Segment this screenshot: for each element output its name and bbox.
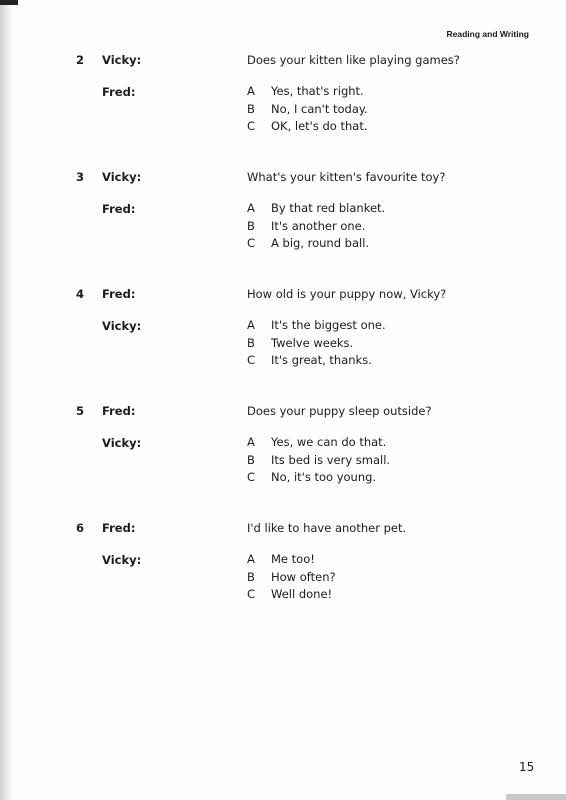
page-number: 15 [519, 760, 535, 774]
answer-option[interactable] [247, 119, 368, 137]
question-3 [0, 170, 566, 270]
option-letter: B [247, 452, 255, 467]
option-letter: A [247, 84, 255, 98]
answer-option[interactable] [247, 587, 336, 605]
question-prompt: What's your kitten's favourite toy? [247, 170, 446, 184]
question-number: 6 [76, 521, 85, 535]
option-text: It's the biggest one. [271, 318, 386, 332]
option-letter: A [247, 435, 255, 449]
speaker-first: Vicky: [102, 53, 142, 67]
option-text: How often? [271, 569, 336, 584]
option-text: By that red blanket. [271, 201, 386, 215]
speaker-second: Fred: [102, 202, 136, 216]
question-prompt: Does your puppy sleep outside? [247, 404, 432, 418]
answer-option[interactable] [247, 552, 336, 570]
answer-option[interactable] [247, 453, 390, 471]
speaker-first: Fred: [102, 287, 136, 301]
option-letter: A [247, 318, 255, 332]
answer-option[interactable] [247, 470, 390, 488]
answer-options [247, 435, 390, 488]
option-text: No, I can't today. [271, 101, 368, 116]
answer-option[interactable] [247, 435, 390, 453]
option-text: Well done! [271, 587, 333, 601]
speaker-second: Vicky: [102, 436, 142, 450]
option-letter: A [247, 201, 255, 215]
option-letter: C [247, 236, 256, 250]
answer-option[interactable] [247, 102, 368, 120]
option-text: Yes, we can do that. [271, 435, 387, 449]
option-text: No, it's too young. [271, 470, 377, 484]
answer-option[interactable] [247, 84, 368, 102]
scan-mark [0, 0, 18, 5]
question-4 [0, 287, 566, 387]
option-letter: B [247, 569, 255, 584]
question-5 [0, 404, 566, 504]
answer-option[interactable] [247, 336, 386, 354]
option-text: It's great, thanks. [271, 353, 372, 367]
answer-option[interactable] [247, 318, 386, 336]
question-number: 3 [76, 170, 85, 184]
answer-option[interactable] [247, 236, 385, 254]
question-prompt: I'd like to have another pet. [247, 521, 407, 535]
question-6 [0, 521, 566, 621]
scan-mark-bottom [506, 794, 566, 800]
option-text: Yes, that's right. [271, 84, 364, 98]
option-letter: C [247, 587, 256, 601]
section-header: Reading and Writing [446, 29, 529, 39]
answer-option[interactable] [247, 201, 385, 219]
speaker-second: Vicky: [102, 553, 142, 567]
option-letter: A [247, 552, 255, 566]
option-letter: C [247, 470, 256, 484]
speaker-second: Fred: [102, 85, 136, 99]
answer-options [247, 552, 336, 605]
option-text: A big, round ball. [271, 236, 370, 250]
speaker-first: Vicky: [102, 170, 142, 184]
speaker-first: Fred: [102, 521, 136, 535]
option-text: Twelve weeks. [271, 335, 354, 350]
speaker-first: Fred: [102, 404, 136, 418]
option-text: Me too! [271, 552, 315, 566]
question-number: 5 [76, 404, 85, 418]
option-text: OK, let's do that. [271, 119, 368, 133]
answer-options [247, 318, 386, 371]
option-text: It's another one. [271, 218, 366, 233]
question-prompt: How old is your puppy now, Vicky? [247, 287, 447, 301]
answer-option[interactable] [247, 353, 386, 371]
option-letter: C [247, 119, 256, 133]
question-number: 4 [76, 287, 85, 301]
answer-options [247, 84, 368, 137]
answer-option[interactable] [247, 219, 385, 237]
answer-options [247, 201, 385, 254]
answer-option[interactable] [247, 570, 336, 588]
option-letter: B [247, 101, 255, 116]
question-2 [0, 53, 566, 153]
question-prompt: Does your kitten like playing games? [247, 53, 460, 67]
option-letter: B [247, 335, 255, 350]
option-letter: B [247, 218, 255, 233]
option-text: Its bed is very small. [271, 452, 391, 467]
option-letter: C [247, 353, 256, 367]
question-number: 2 [76, 53, 85, 67]
speaker-second: Vicky: [102, 319, 142, 333]
